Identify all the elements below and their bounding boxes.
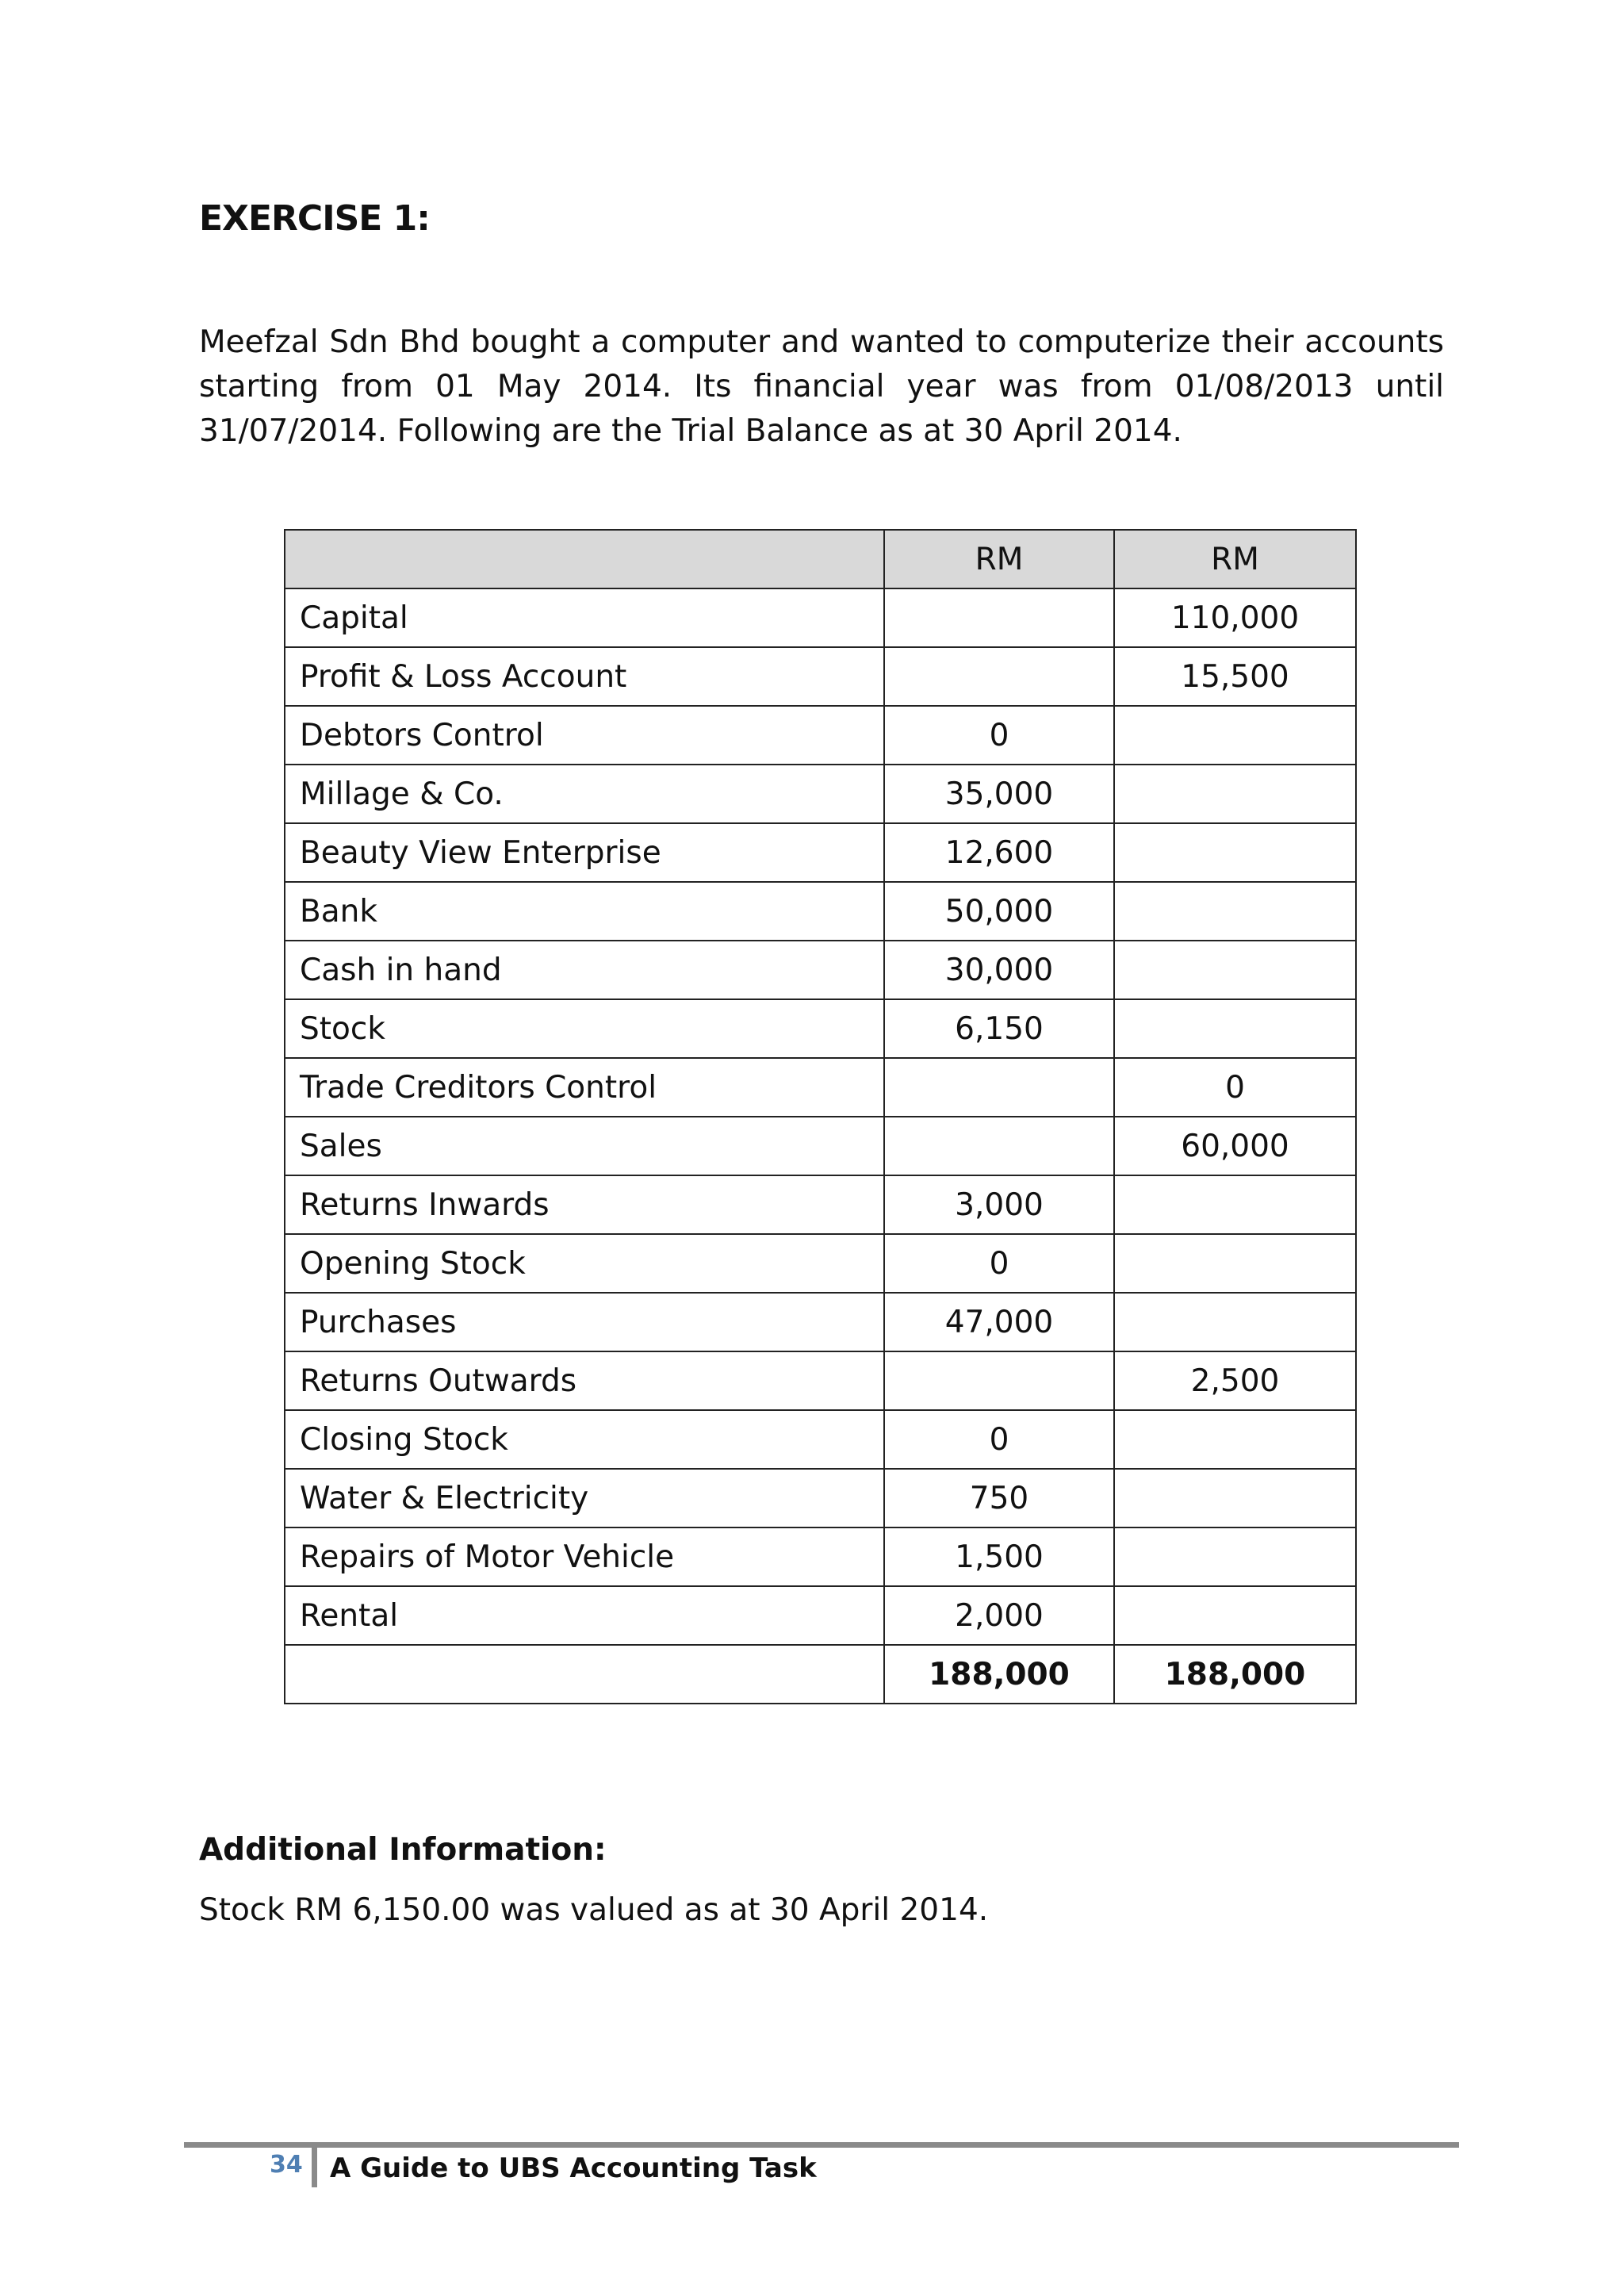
debit-amount: 1,500	[884, 1527, 1114, 1586]
table-header-row	[285, 530, 1356, 588]
credit-amount: 110,000	[1114, 588, 1356, 647]
table-row	[285, 1117, 1356, 1175]
account-name: Sales	[285, 1117, 884, 1175]
table-row	[285, 1234, 1356, 1293]
account-name: Opening Stock	[285, 1234, 884, 1293]
table-row	[285, 999, 1356, 1058]
account-name: Repairs of Motor Vehicle	[285, 1527, 884, 1586]
table-row	[285, 647, 1356, 706]
credit-amount	[1114, 1175, 1356, 1234]
header-debit: RM	[884, 530, 1114, 588]
header-account	[285, 530, 884, 588]
account-name: Profit & Loss Account	[285, 647, 884, 706]
credit-amount	[1114, 1293, 1356, 1351]
debit-amount: 750	[884, 1469, 1114, 1527]
debit-amount	[884, 1058, 1114, 1117]
table-row	[285, 1410, 1356, 1469]
account-name: Millage & Co.	[285, 765, 884, 823]
table-row	[285, 1586, 1356, 1645]
credit-amount	[1114, 999, 1356, 1058]
account-name: Trade Creditors Control	[285, 1058, 884, 1117]
footer-title: A Guide to UBS Accounting Task	[330, 2152, 817, 2184]
total-label	[285, 1645, 884, 1704]
additional-info-heading: Additional Information:	[199, 1832, 607, 1868]
table-row	[285, 1351, 1356, 1410]
credit-amount: 15,500	[1114, 647, 1356, 706]
account-name: Rental	[285, 1586, 884, 1645]
debit-amount: 6,150	[884, 999, 1114, 1058]
credit-amount: 60,000	[1114, 1117, 1356, 1175]
table-row	[285, 706, 1356, 765]
debit-amount: 12,600	[884, 823, 1114, 882]
credit-amount: 2,500	[1114, 1351, 1356, 1410]
table-row	[285, 823, 1356, 882]
trial-balance-table	[284, 529, 1357, 1704]
intro-paragraph: Meefzal Sdn Bhd bought a computer and wanted to computerize their accounts starting from 01 May 2014. Its financial year was from 01/08/2013 until 31/07/2014. Following are the Trial Balance as at 30 April 2014.	[199, 324, 1444, 449]
table-row	[285, 588, 1356, 647]
table-row	[285, 1469, 1356, 1527]
account-name: Capital	[285, 588, 884, 647]
debit-amount: 0	[884, 1234, 1114, 1293]
credit-amount	[1114, 882, 1356, 941]
account-name: Debtors Control	[285, 706, 884, 765]
debit-amount: 0	[884, 1410, 1114, 1469]
credit-amount	[1114, 1469, 1356, 1527]
table-row	[285, 1527, 1356, 1586]
credit-amount	[1114, 1527, 1356, 1586]
debit-amount: 50,000	[884, 882, 1114, 941]
credit-amount	[1114, 1410, 1356, 1469]
account-name: Bank	[285, 882, 884, 941]
credit-amount	[1114, 941, 1356, 999]
table-row	[285, 1058, 1356, 1117]
account-name: Water & Electricity	[285, 1469, 884, 1527]
credit-amount	[1114, 1234, 1356, 1293]
total-debit: 188,000	[884, 1645, 1114, 1704]
table-row	[285, 941, 1356, 999]
debit-amount: 47,000	[884, 1293, 1114, 1351]
account-name: Beauty View Enterprise	[285, 823, 884, 882]
debit-amount: 30,000	[884, 941, 1114, 999]
table-row	[285, 765, 1356, 823]
debit-amount	[884, 1351, 1114, 1410]
additional-info-text: Stock RM 6,150.00 was valued as at 30 April 2014.	[199, 1892, 989, 1928]
debit-amount	[884, 647, 1114, 706]
header-credit: RM	[1114, 530, 1356, 588]
total-row	[285, 1645, 1356, 1704]
account-name: Cash in hand	[285, 941, 884, 999]
credit-amount	[1114, 765, 1356, 823]
account-name: Returns Outwards	[285, 1351, 884, 1410]
account-name: Returns Inwards	[285, 1175, 884, 1234]
table-row	[285, 1293, 1356, 1351]
debit-amount: 3,000	[884, 1175, 1114, 1234]
credit-amount	[1114, 823, 1356, 882]
debit-amount: 2,000	[884, 1586, 1114, 1645]
total-credit: 188,000	[1114, 1645, 1356, 1704]
footer-divider	[312, 2148, 317, 2187]
credit-amount: 0	[1114, 1058, 1356, 1117]
account-name: Purchases	[285, 1293, 884, 1351]
credit-amount	[1114, 1586, 1356, 1645]
page-number: 34	[270, 2151, 303, 2179]
table-row	[285, 882, 1356, 941]
debit-amount	[884, 1117, 1114, 1175]
table-body	[285, 588, 1356, 1704]
credit-amount	[1114, 706, 1356, 765]
footer-rule	[184, 2142, 1459, 2148]
table-row	[285, 1175, 1356, 1234]
exercise-heading: EXERCISE 1:	[199, 198, 430, 239]
debit-amount: 0	[884, 706, 1114, 765]
account-name: Closing Stock	[285, 1410, 884, 1469]
account-name: Stock	[285, 999, 884, 1058]
debit-amount	[884, 588, 1114, 647]
debit-amount: 35,000	[884, 765, 1114, 823]
